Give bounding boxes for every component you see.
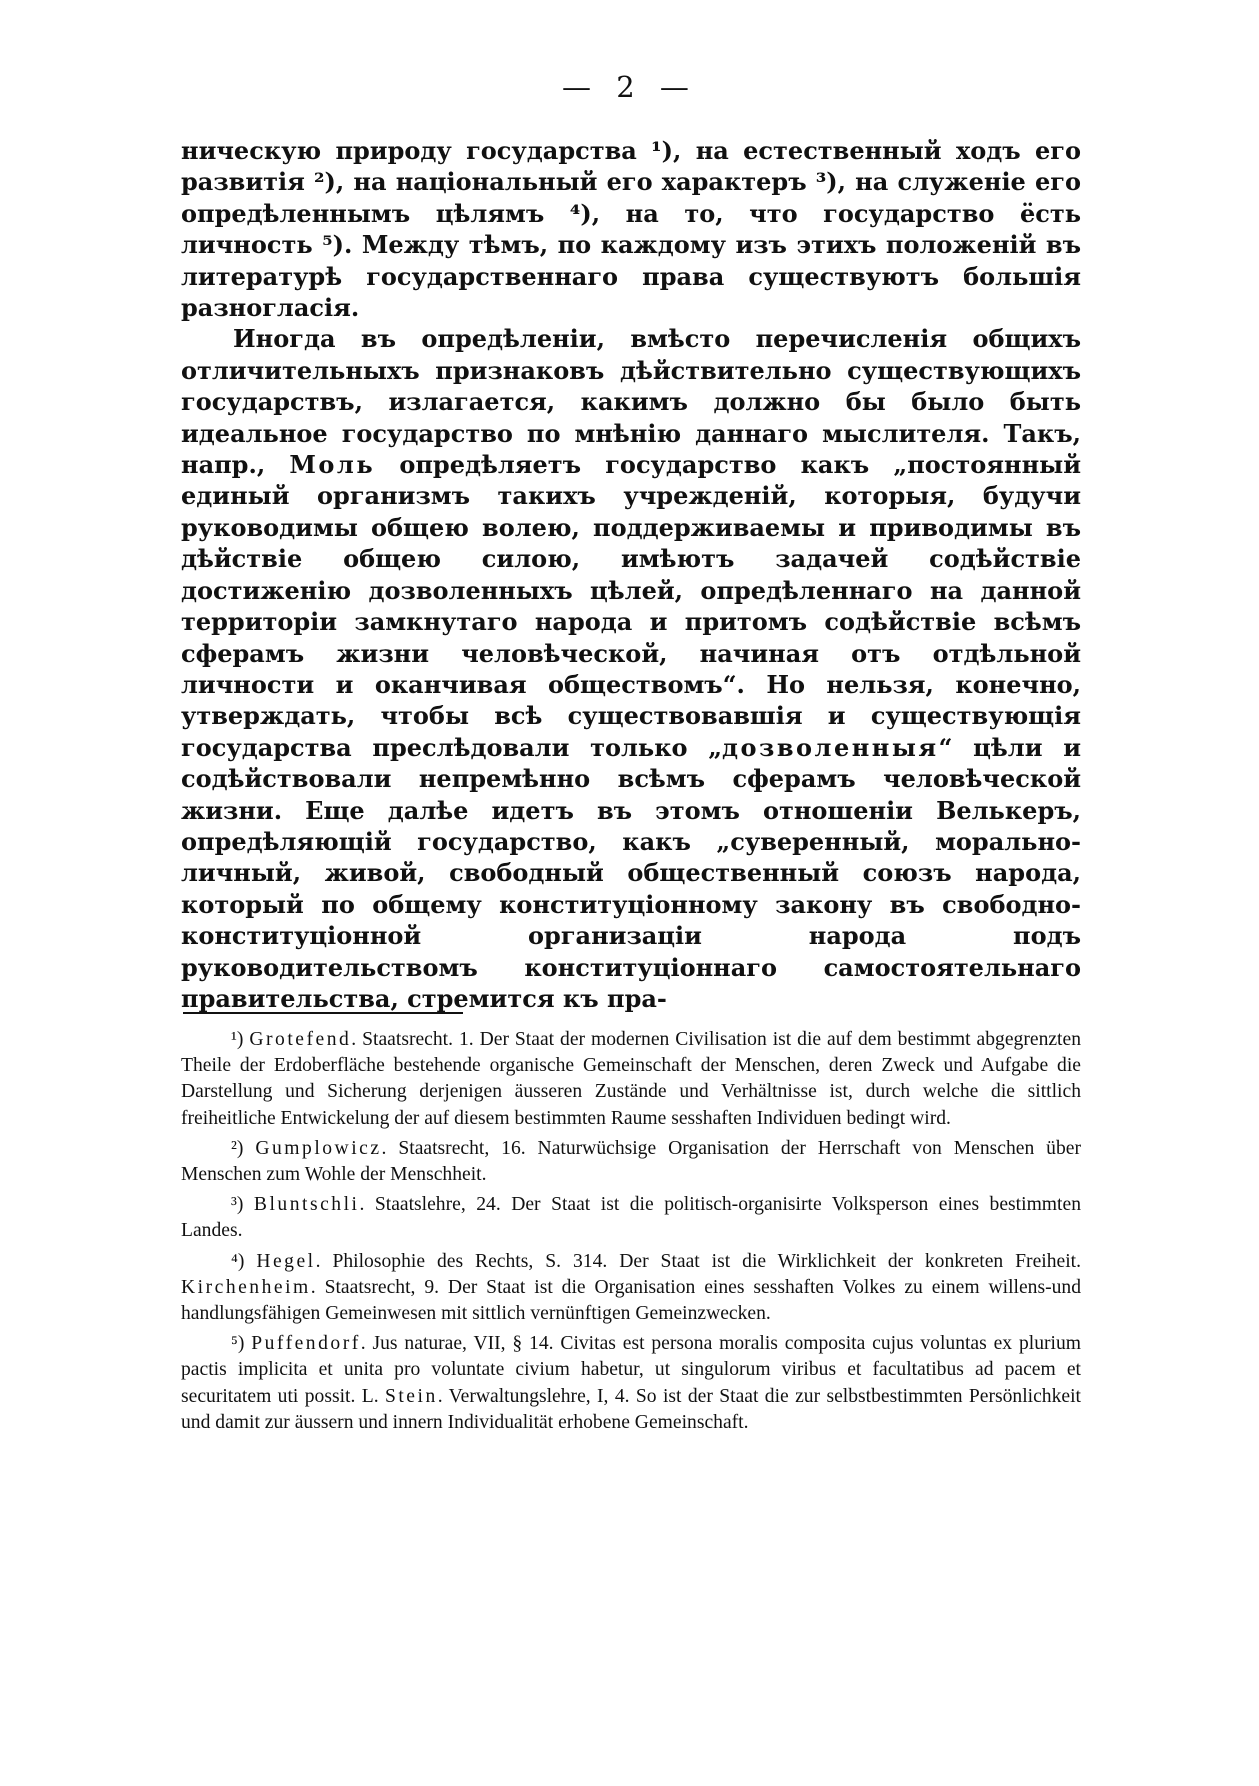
footnote-mark: ³): [231, 1194, 244, 1216]
footnote-text-2: . Staatsrecht, 9. Der Staat ist die Organisation eines sesshaften Volkes zu einem willens-und handlungsfähigen Gemeinwesen mit sittlich vernünftigen Gemeinzwecken.: [181, 1276, 1081, 1325]
footnote: [181, 1331, 1081, 1436]
footnote: [181, 1027, 1081, 1132]
footnote: [181, 1249, 1081, 1328]
footnote-author: Grotefend: [249, 1029, 352, 1050]
footnote-text: . Staatsrecht, 16. Naturwüchsige Organisation der Herrschaft von Menschen über Menschen zum Wohle der Menschheit.: [181, 1137, 1081, 1186]
footnote-text: . Staatslehre, 24. Der Staat ist die politisch-organisirte Volksperson eines bestimmten Landes.: [181, 1194, 1081, 1242]
footnote-text: . Staatsrecht. 1. Der Staat der modernen Civilisation ist die auf dem bestimmt abgegrenzten Theile der Erdoberfläche bestehende organische Gemeinschaft der Menschen, deren Zweck und Aufgabe die Darstellung und Sicherung derjenigen äusseren Zustände und Verhältnisse ist, durch welche die sittlich freiheitliche Entwickelung der auf diesem bestimmten Raume sesshaften Individuen bedingt wird.: [181, 1029, 1081, 1129]
footnote-author: Bluntschli: [253, 1194, 360, 1216]
footnote-mark: ⁴): [231, 1250, 245, 1272]
footnote-author-2: Stein: [384, 1385, 438, 1407]
paragraph-2-part-c: “ цѣли и содѣйствовали непремѣнно всѣмъ сферамъ человѣческой жизни. Еще далѣе идетъ въ этомъ отношеніи: [181, 732, 1081, 825]
paragraph-2-part-a: Иногда въ опредѣленіи, вмѣсто перечисленія общихъ отличительныхъ признаковъ дѣйствительно существующихъ государствъ, излагается, какимъ должно бы было быть идеальное государство по мнѣнію даннаго мыслителя. Такъ, напр.,: [181, 324, 1081, 480]
footnote-text: . Philosophie des Rechts, S. 314. Der Staat ist die Wirklichkeit der konkreten Freiheit.: [315, 1250, 1081, 1272]
footnote-author-2: Kirchenheim: [181, 1276, 311, 1298]
footnote-mark: ²): [231, 1137, 244, 1159]
word-dozvolennyya: дозволенныя: [722, 732, 939, 762]
footnote-author: Hegel: [256, 1250, 316, 1272]
footnote-separator: [183, 1012, 463, 1014]
footnotes: [181, 1027, 1081, 1440]
footnote-mark: ¹): [231, 1029, 244, 1050]
paragraph-2-part-d: , опредѣляющій государство, какъ „суверенный, морально-личный, живой, свободный общественный союзъ народа, который по общему конституціонному закону въ свободно-конституціонной организаціи народа подъ руководительствомъ конституціоннаго самостоятельнаго правительства, стремится къ пра-: [181, 795, 1081, 1013]
footnote-mark: ⁵): [231, 1333, 245, 1355]
name-mill: Моль: [289, 450, 376, 480]
footnote-text-2: . Verwaltungslehre, I, 4. So ist der Staat die zur selbstbestimmten Persönlichkeit und damit zur äussern und innern Individualität erhobene Gemeinschaft.: [181, 1385, 1081, 1433]
footnote-author: Gumplowicz: [255, 1137, 382, 1159]
paragraph-1: ническую природу государства ¹), на естественный ходъ его развитія ²), на національный его характеръ ³), на служеніе его опредѣленнымъ цѣлямъ ⁴), на то, что государство ёсть личность ⁵). Между тѣмъ, по каждому изъ этихъ положеній въ литературѣ государственнаго права существуютъ большія разногласія.: [181, 136, 1081, 323]
name-welcker: Велькеръ: [936, 795, 1073, 825]
paragraph-2-part-b: опредѣляетъ государство какъ „постоянный единый организмъ такихъ учрежденій, которыя, будучи руководимы общею волею, поддерживаемы и приводимы въ дѣйствіе общею силою, имѣютъ задачей содѣйствіе достиженію дозволенныхъ цѣлей, опредѣленнаго на данной территоріи замкнутаго народа и притомъ содѣйствіе всѣмъ сферамъ жизни человѣческой, начиная отъ отдѣльной личности и оканчивая обществомъ“. Но нельзя, конечно, утверждать, чтобы всѣ существовавшія и существующія государства преслѣдовали только „: [181, 450, 1081, 762]
footnote: [181, 1192, 1081, 1244]
main-text: [181, 135, 1081, 1014]
footnote: [181, 1136, 1081, 1188]
paragraph-2: [181, 323, 1081, 1014]
page-number: — 2 —: [562, 70, 697, 104]
footnote-author: Puffendorf: [251, 1333, 361, 1355]
footnote-text: . Jus naturae, VII, § 14. Civitas est persona moralis composita cujus voluntas ex plurium pactis implicita et unita pro voluntate civium habetur, ut singulorum viribus et facultatibus ad pacem et securitatem uti possit. L.: [181, 1333, 1081, 1407]
